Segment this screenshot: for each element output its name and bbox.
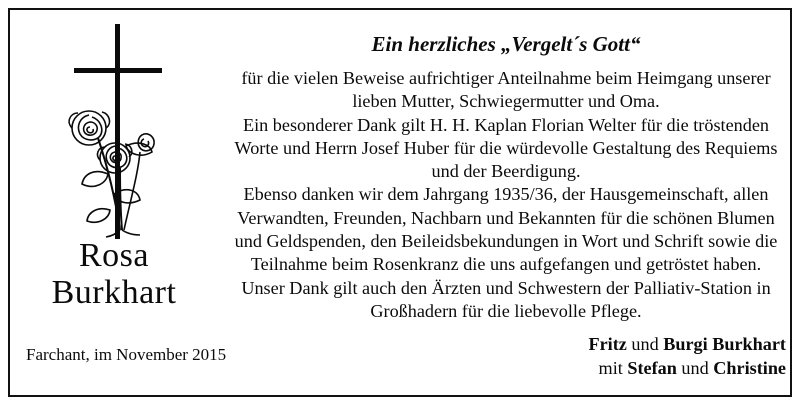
place-and-date: Farchant, im November 2015 [26, 345, 227, 364]
signature-prefix-mit: mit [598, 357, 628, 378]
roses-icon [54, 82, 184, 242]
card-border [8, 8, 792, 397]
deceased-last-name: Burkhart [51, 273, 177, 311]
left-column [10, 10, 227, 399]
signature-name-fritz: Fritz [588, 334, 627, 354]
signature-line-2 [218, 357, 786, 381]
signature-name-burgi: Burgi Burkhart [663, 334, 786, 354]
body-paragraph-3: Ebenso danken wir dem Jahrgang 1935/36, der Hausgemeinschaft, allen Verwandten, Freunden, Nachbarn und Bekannten für die schönen Blumen und Geldspenden, den Beileidsbekundungen in Wort und Schrift sowie die Teilnahme beim Rosenkranz die uns aufgefangen und getröstet haben. [234, 184, 778, 275]
signature-name-christine: Christine [713, 357, 786, 378]
cross-horizontal-bar [74, 68, 162, 73]
signature-name-stefan: Stefan [627, 357, 677, 378]
body-text [222, 67, 790, 323]
signature-block [218, 333, 786, 380]
right-column [218, 10, 794, 399]
card-inner [10, 10, 794, 399]
body-paragraph-2: Ein besonderer Dank gilt H. H. Kaplan Florian Welter für die tröstenden Worte und Herrn Josef Huber für die würdevolle Gestaltung des Requiems und der Beerdigung. [234, 114, 778, 182]
body-paragraph-4: Unser Dank gilt auch den Ärzten und Schwestern der Palliativ-Station in Großhadern für die liebevolle Pflege. [241, 277, 771, 321]
signature-conj-1: und [626, 334, 664, 354]
cross-icon [62, 24, 182, 239]
signature-line-1 [218, 333, 786, 357]
headline: Ein herzliches „Vergelt´s Gott“ [371, 32, 641, 56]
deceased-name [10, 238, 218, 311]
signature-conj-2: und [676, 357, 714, 378]
body-paragraph-1: für die vielen Beweise aufrichtiger Anteilnahme beim Heimgang unserer lieben Mutter, Schwiegermutter und Oma. [241, 68, 771, 112]
deceased-first-name: Rosa [79, 237, 149, 274]
